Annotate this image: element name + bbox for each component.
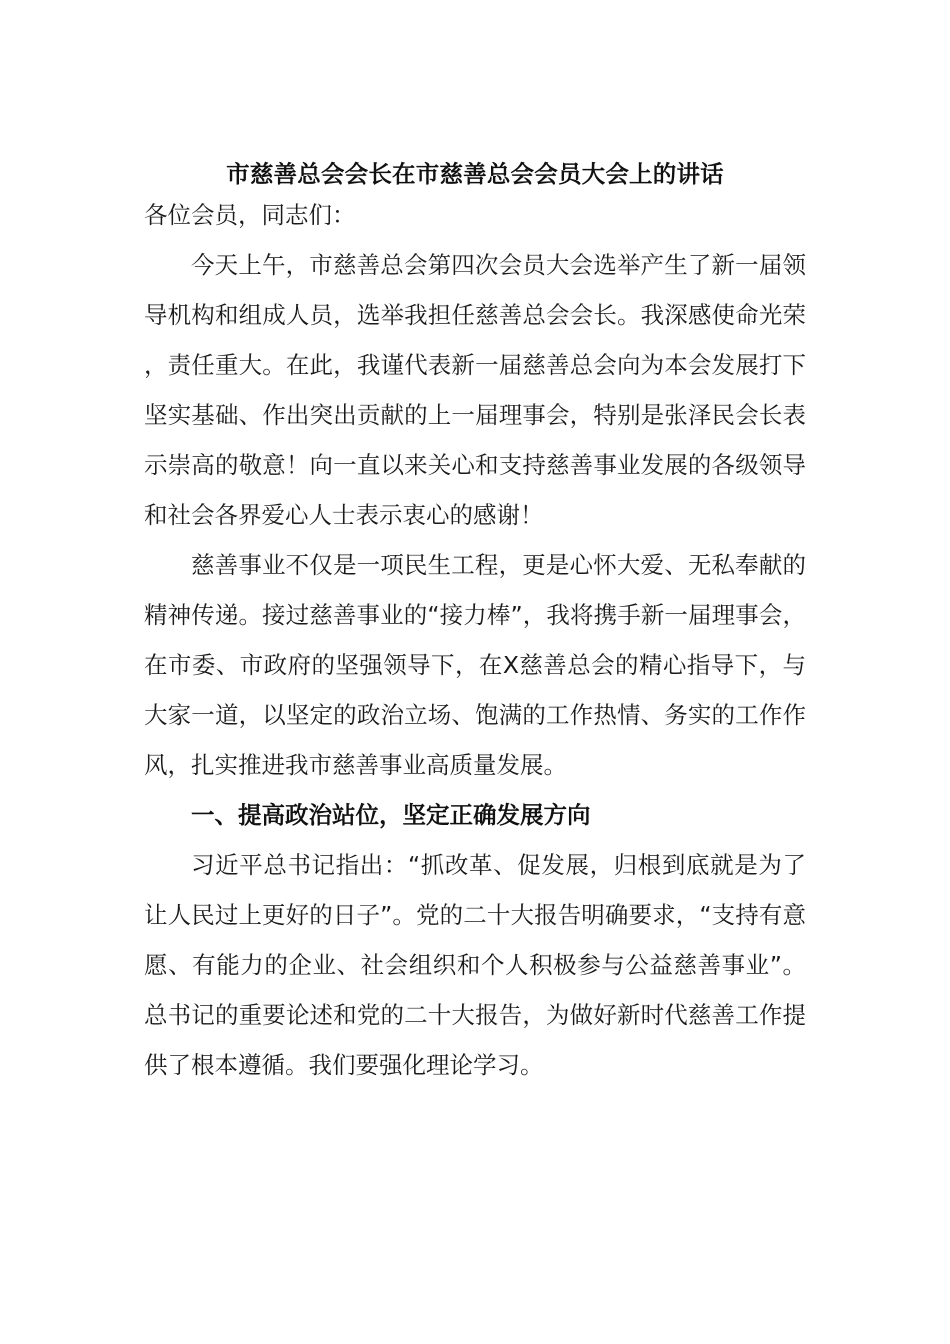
paragraph-commitment: 慈善事业不仅是一项民生工程，更是心怀大爱、无私奉献的精神传递。接过慈善事业的“接力棒”，我将携手新一届理事会，在市委、市政府的坚强领导下，在X慈善总会的精心指导下，与大家一道，以坚定的政治立场、饱满的工作热情、务实的工作作风，扎实推进我市慈善事业高质量发展。	[144, 551, 806, 779]
salutation: 各位会员，同志们：	[144, 201, 356, 229]
paragraph-section-one: 习近平总书记指出：“抓改革、促发展，归根到底就是为了让人民过上更好的日子”。党的二十大报告明确要求，“支持有意愿、有能力的企业、社会组织和个人积极参与公益慈善事业”。总书记的重要论述和党的二十大报告，为做好新时代慈善工作提供了根本遵循。我们要强化理论学习。	[144, 851, 806, 1079]
document-body	[144, 190, 806, 1090]
section-heading: 一、提高政治站位，坚定正确发展方向	[191, 801, 591, 829]
document-title: 市慈善总会会长在市慈善总会会员大会上的讲话	[226, 160, 724, 188]
paragraph-opening: 今天上午，市慈善总会第四次会员大会选举产生了新一届领导机构和组成人员，选举我担任慈善总会会长。我深感使命光荣，责任重大。在此，我谨代表新一届慈善总会向为本会发展打下坚实基础、作出突出贡献的上一届理事会，特别是张泽民会长表示崇高的敬意！向一直以来关心和支持慈善事业发展的各级领导和社会各界爱心人士表示衷心的感谢！	[144, 251, 806, 529]
